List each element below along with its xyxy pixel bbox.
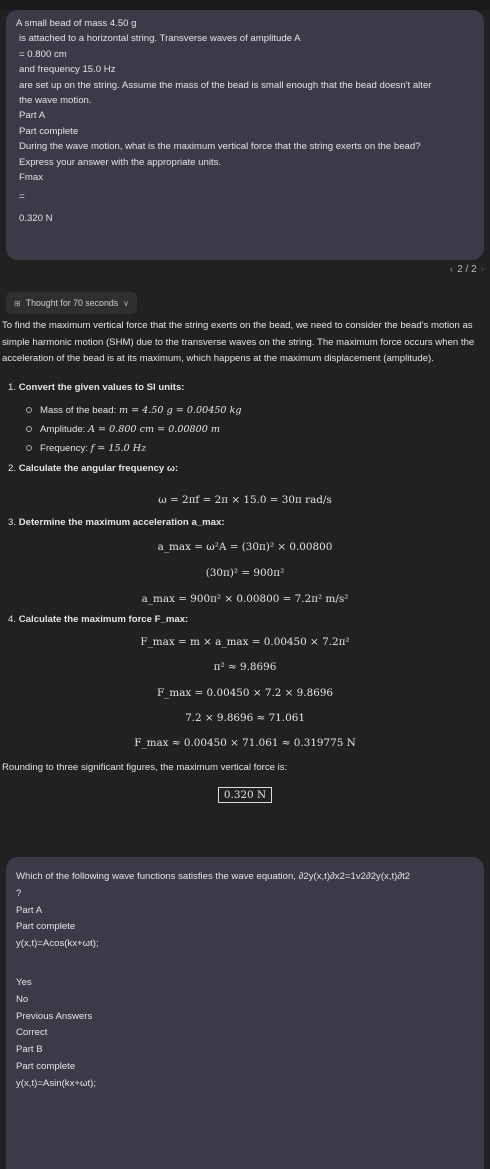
user-message-question-2 [6,857,484,1169]
equation-amax-3: a_max = 900π² × 0.00800 = 7.2π² m/s² [141,593,349,605]
final-answer-box [0,787,490,803]
step-number: 2. [8,463,17,474]
step-title: Determine the maximum acceleration a_max: [18,517,225,528]
chevron-down-icon: ∨ [123,298,129,308]
rounding-text: Rounding to three significant figures, the maximum vertical force is: [2,762,288,773]
q1-line: During the wave motion, what is the maximum vertical force that the string exerts on the bead? [19,141,421,153]
equation-amax-1: a_max = ω²A = (30π)² × 0.00800 [157,541,333,553]
equation-fmax-1: F_max = m × a_max = 0.00450 × 7.2π² [140,636,350,648]
q2-line: Part complete [16,921,76,933]
q2-line: Part complete [16,1060,76,1072]
bullet-mass [26,405,242,416]
final-answer: 0.320 N [218,787,272,803]
q2-line: No [16,993,29,1005]
q1-line: the wave motion. [19,95,92,107]
top-bar [0,0,490,10]
q2-line: Correct [16,1027,48,1039]
step-number: 1. [8,382,17,393]
equation-omega: ω = 2πf = 2π × 15.0 = 30π rad/s [158,494,332,506]
q1-answer: 0.320 N [19,212,53,224]
q1-line: = [19,191,25,203]
pager-label: 2 / 2 [457,264,477,275]
q2-line: y(x,t)=Asin(kx+ωt); [16,1077,96,1089]
q2-line: Which of the following wave functions satisfies the wave equation, ∂2y(x,t)∂x2=1v2∂2y(x,t)∂t2 [16,871,411,882]
q2-line: Part A [16,904,43,916]
thought-toggle[interactable] [6,292,137,314]
q2-line: y(x,t)=Acos(kx+ωt); [16,938,99,950]
bullet-math: f = 15.0 Hz [90,443,147,454]
bullet-label: Amplitude: [40,424,88,435]
q2-line: ? [16,887,22,899]
equation-fmax-5: F_max ≈ 0.00450 × 71.061 ≈ 0.319775 N [134,737,356,749]
q1-line: Fmax [19,172,43,184]
bullet-frequency [26,443,146,454]
q1-line: Express your answer with the appropriate units. [19,156,222,168]
q1-line: and frequency 15.0 Hz [19,64,116,76]
q1-line: = 0.800 cm [19,48,67,60]
q2-line: Part B [16,1044,43,1056]
q1-line: are set up on the string. Assume the mass of the bead is small enough that the bead doesn't alter [19,79,432,91]
bullet-label: Frequency: [40,443,91,454]
q1-line: is attached to a horizontal string. Transverse waves of amplitude A [19,33,301,45]
step-4-heading [8,614,188,625]
step-number: 3. [8,517,17,528]
step-1-heading [8,382,184,393]
user-message-question-1 [6,10,484,260]
response-intro: To find the maximum vertical force that the string exerts on the bead, we need to consider the bead's motion as simple harmonic motion (SHM) due to the transverse waves on the string. The maximum force occurs when the acceleration of the bead is at its maximum, which happens at the maximum displacement (amplitude). [2,320,475,364]
assistant-response [0,318,490,368]
q1-line: A small bead of mass 4.50 g [16,18,137,29]
response-pager [450,264,484,275]
q1-line: Part A [19,110,46,122]
q1-line: Part complete [19,125,79,137]
bullet-math: m = 4.50 g = 0.00450 kg [118,405,242,416]
thought-label: Thought for 70 seconds [25,298,119,308]
grid-icon: ⊞ [14,298,21,308]
step-number: 4. [8,614,17,625]
step-title: Calculate the angular frequency ω: [18,463,179,474]
step-title: Convert the given values to SI units: [18,382,185,393]
equation-amax-2: (30π)² = 900π² [205,567,285,579]
bullet-amplitude [26,424,220,435]
equation-fmax-4: 7.2 × 9.8696 ≈ 71.061 [185,712,305,724]
step-3-heading [8,517,225,528]
equation-fmax-3: F_max = 0.00450 × 7.2 × 9.8696 [156,687,334,699]
q2-line: Previous Answers [16,1010,93,1022]
bullet-label: Mass of the bead: [40,405,119,416]
chevron-right-icon[interactable]: › [480,264,484,275]
step-title: Calculate the maximum force F_max: [18,614,189,625]
q2-line: Yes [16,976,32,988]
bullet-math: A = 0.800 cm = 0.00800 m [88,424,221,435]
chevron-left-icon[interactable]: ‹ [449,264,454,275]
equation-fmax-2: π² ≈ 9.8696 [213,661,277,673]
step-2-heading [8,463,178,474]
